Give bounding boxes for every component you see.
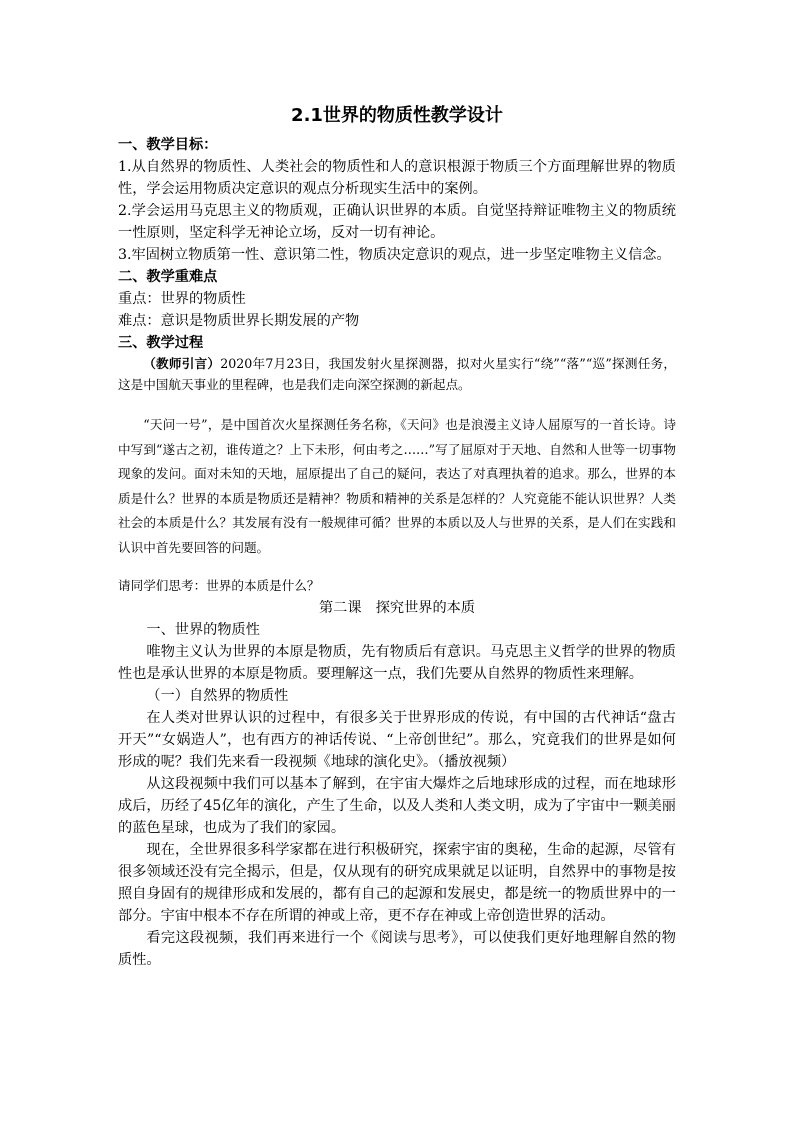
- part1-heading: 一、世界的物质性: [146, 621, 260, 638]
- spacer: [118, 395, 676, 413]
- science-paragraph: 现在，全世界很多科学家都在进行积极研究，探索宇宙的奥秘，生命的起源，尽管有很多领域还没有完全揭示，但是，仅从现有的研究成果就足以证明，自然界中的事物是按照自身固有的规律形成和发展的，都有自己的起源和发展史，都是统一的物质世界中的一部分。宇宙中根本不存在所谓的神或上帝，更不存在神或上帝创造世界的活动。: [118, 841, 676, 924]
- goal-2: 2.学会运用马克思主义的物质观，正确认识世界的本质。自觉坚持辩证唯物主义的物质统一性原则，坚定科学无神论立场，反对一切有神论。: [118, 203, 676, 241]
- part1-paragraph: 唯物主义认为世界的本原是物质，先有物质后有意识。马克思主义哲学的世界的物质性也是承认世界的本原是物质。要理解这一点，我们先要从自然界的物质性来理解。: [118, 643, 676, 682]
- section-heading-process: 三、教学过程: [118, 335, 204, 351]
- key-point: 重点：世界的物质性: [118, 291, 246, 307]
- lesson-title: 第二课 探究世界的本质: [318, 599, 476, 616]
- spacer: [118, 560, 676, 576]
- think-prompt: 请同学们思考：世界的本质是什么？: [118, 578, 320, 593]
- document-page: [118, 100, 676, 971]
- tianwen-paragraph: “天问一号”，是中国首次火星探测任务名称，《天问》也是浪漫主义诗人屈原写的一首长诗。诗中写到“遂古之初，谁传道之？上下未形，何由考之……”写了屈原对于天地、自然和人世等一切事物现象的发问。面对未知的天地，屈原提出了自己的疑问，表达了对真理执着的追求。那么，世界的本质是什么？世界的本质是物质还是精神？物质和精神的关系是怎样的？人究竟能不能认识世界？人类社会的本质是什么？其发展有没有一般规律可循？世界的本质以及人与世界的关系，是人们在实践和认识中首先要回答的问题。: [118, 417, 676, 555]
- goal-3: 3.牢固树立物质第一性、意识第二性，物质决定意识的观点，进一步坚定唯物主义信念。: [118, 247, 671, 263]
- goal-1: 1.从自然界的物质性、人类社会的物质性和人的意识根源于物质三个方面理解世界的物质性，学会运用物质决定意识的观点分析现实生活中的案例。: [118, 159, 676, 197]
- section-heading-key-points: 二、教学重难点: [118, 269, 218, 285]
- teacher-intro-paragraph: [118, 354, 676, 395]
- difficult-point: 难点：意识是物质世界长期发展的产物: [118, 313, 360, 329]
- teacher-intro-text: 2020年7月23日，我国发射火星探测器，拟对火星实行“绕”“落”“巡”探测任务，这是中国航天事业的里程碑，也是我们走向深空探测的新起点。: [118, 356, 677, 392]
- sub1-paragraph: 在人类对世界认识的过程中，有很多关于世界形成的传说，有中国的古代神话“盘古开天”“女娲造人”，也有西方的神话传说、“上帝创世纪”。那么，究竟我们的世界是如何形成的呢？我们先来看一段视频《地球的演化史》。（播放视频）: [118, 709, 676, 770]
- sub1-heading: （一）自然界的物质性: [146, 687, 289, 704]
- section-heading-goals: 一、教学目标：: [118, 137, 218, 153]
- video-paragraph: 从这段视频中我们可以基本了解到，在宇宙大爆炸之后地球形成的过程，而在地球形成后，历经了45亿年的演化，产生了生命，以及人类和人类文明，成为了宇宙中一颗美丽的蓝色星球，也成为了我们的家园。: [118, 775, 676, 836]
- reading-paragraph: 看完这段视频，我们再来进行一个《阅读与思考》，可以使我们更好地理解自然的物质性。: [118, 929, 676, 968]
- teacher-intro-label: （教师引言）: [143, 356, 221, 371]
- document-title: 2.1世界的物质性教学设计: [291, 105, 503, 126]
